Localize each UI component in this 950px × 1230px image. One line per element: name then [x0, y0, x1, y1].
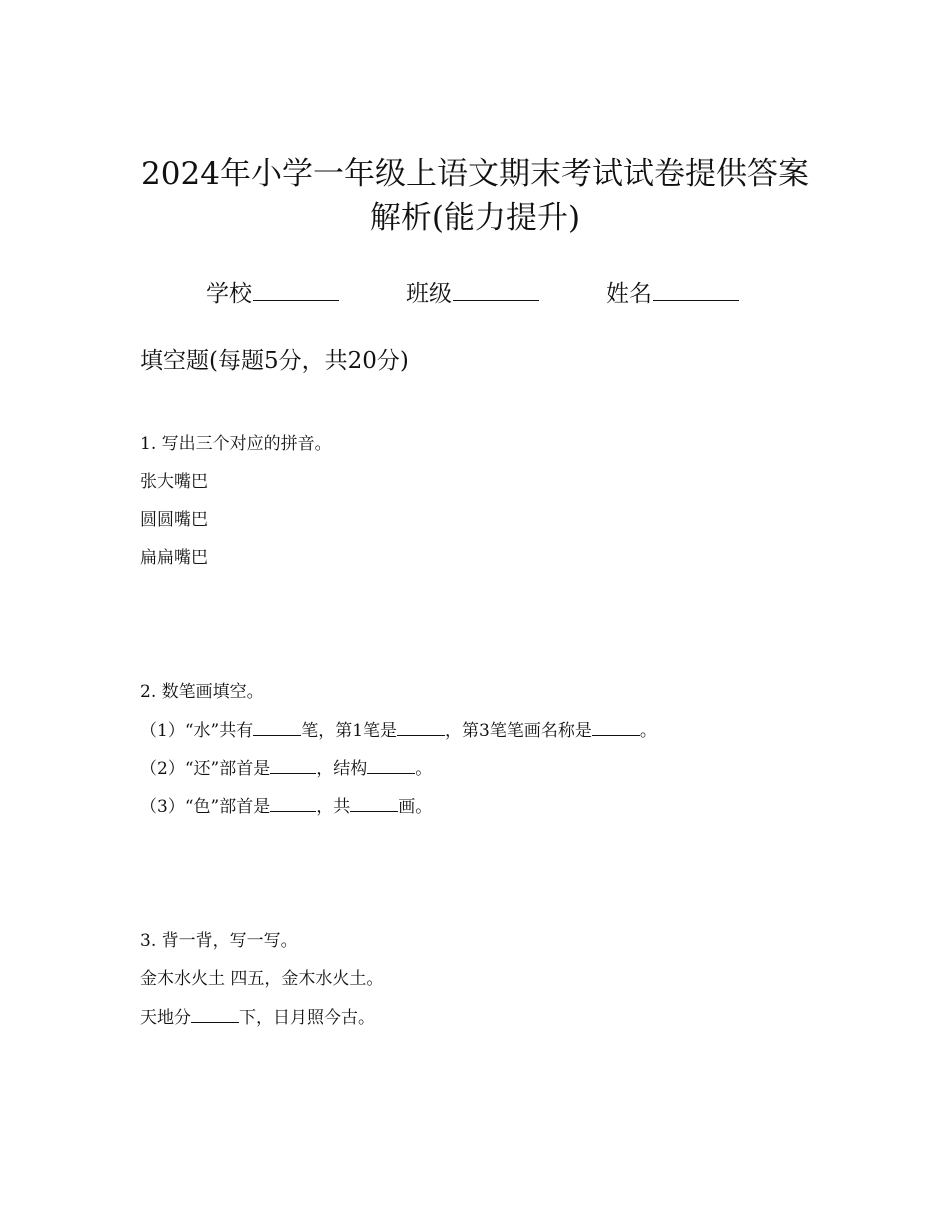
q2-l3-text-a: （3）“色”部首是: [140, 797, 271, 817]
question-3-line-1: 金木水火土 四五，金木水火土。: [140, 969, 384, 989]
document-title-line-2: 解析(能力提升): [369, 200, 581, 236]
answer-blank[interactable]: [397, 718, 445, 736]
answer-blank[interactable]: [270, 756, 316, 774]
question-1-item: 扁扁嘴巴: [140, 548, 208, 568]
q2-l2-text-a: （2）“还”部首是: [140, 759, 271, 779]
document-title-line-1: 2024年小学一年级上语文期末考试试卷提供答案: [141, 156, 809, 192]
school-field: [206, 276, 339, 311]
school-blank[interactable]: [253, 276, 339, 301]
q2-l3-text-b: ，共: [316, 797, 351, 817]
answer-blank[interactable]: [592, 718, 640, 736]
question-2-line-3: [140, 794, 432, 819]
question-3-prompt: 3. 背一背，写一写。: [140, 931, 298, 951]
answer-blank[interactable]: [270, 794, 316, 812]
name-field: [606, 276, 739, 311]
question-3-line-2: [140, 1005, 375, 1030]
section-heading: 填空题(每题5分，共20分): [140, 348, 409, 374]
name-label: 姓名: [606, 281, 652, 307]
answer-blank[interactable]: [350, 794, 398, 812]
question-1-item: 张大嘴巴: [140, 472, 208, 492]
q2-l1-text-b: 笔，第1笔是: [301, 721, 398, 741]
class-blank[interactable]: [453, 276, 539, 301]
name-blank[interactable]: [653, 276, 739, 301]
q2-l2-text-c: 。: [415, 759, 433, 779]
q3-l2-text-b: 下，日月照今古。: [239, 1008, 375, 1028]
question-2-line-2: [140, 756, 432, 781]
q2-l1-text-d: 。: [639, 721, 657, 741]
q2-l1-text-a: （1）“水”共有: [140, 721, 254, 741]
school-label: 学校: [206, 281, 252, 307]
answer-blank[interactable]: [367, 756, 415, 774]
q3-l2-text-a: 天地分: [140, 1008, 191, 1028]
class-label: 班级: [406, 281, 452, 307]
answer-blank[interactable]: [191, 1005, 239, 1023]
answer-blank[interactable]: [253, 718, 301, 736]
question-2-line-1: [140, 718, 657, 743]
question-1-prompt: 1. 写出三个对应的拼音。: [140, 434, 332, 454]
question-2-prompt: 2. 数笔画填空。: [140, 682, 264, 702]
q2-l1-text-c: ，第3笔笔画名称是: [445, 721, 592, 741]
class-field: [406, 276, 539, 311]
question-1-item: 圆圆嘴巴: [140, 510, 208, 530]
q2-l2-text-b: ，结构: [316, 759, 368, 779]
q2-l3-text-c: 画。: [398, 797, 433, 817]
